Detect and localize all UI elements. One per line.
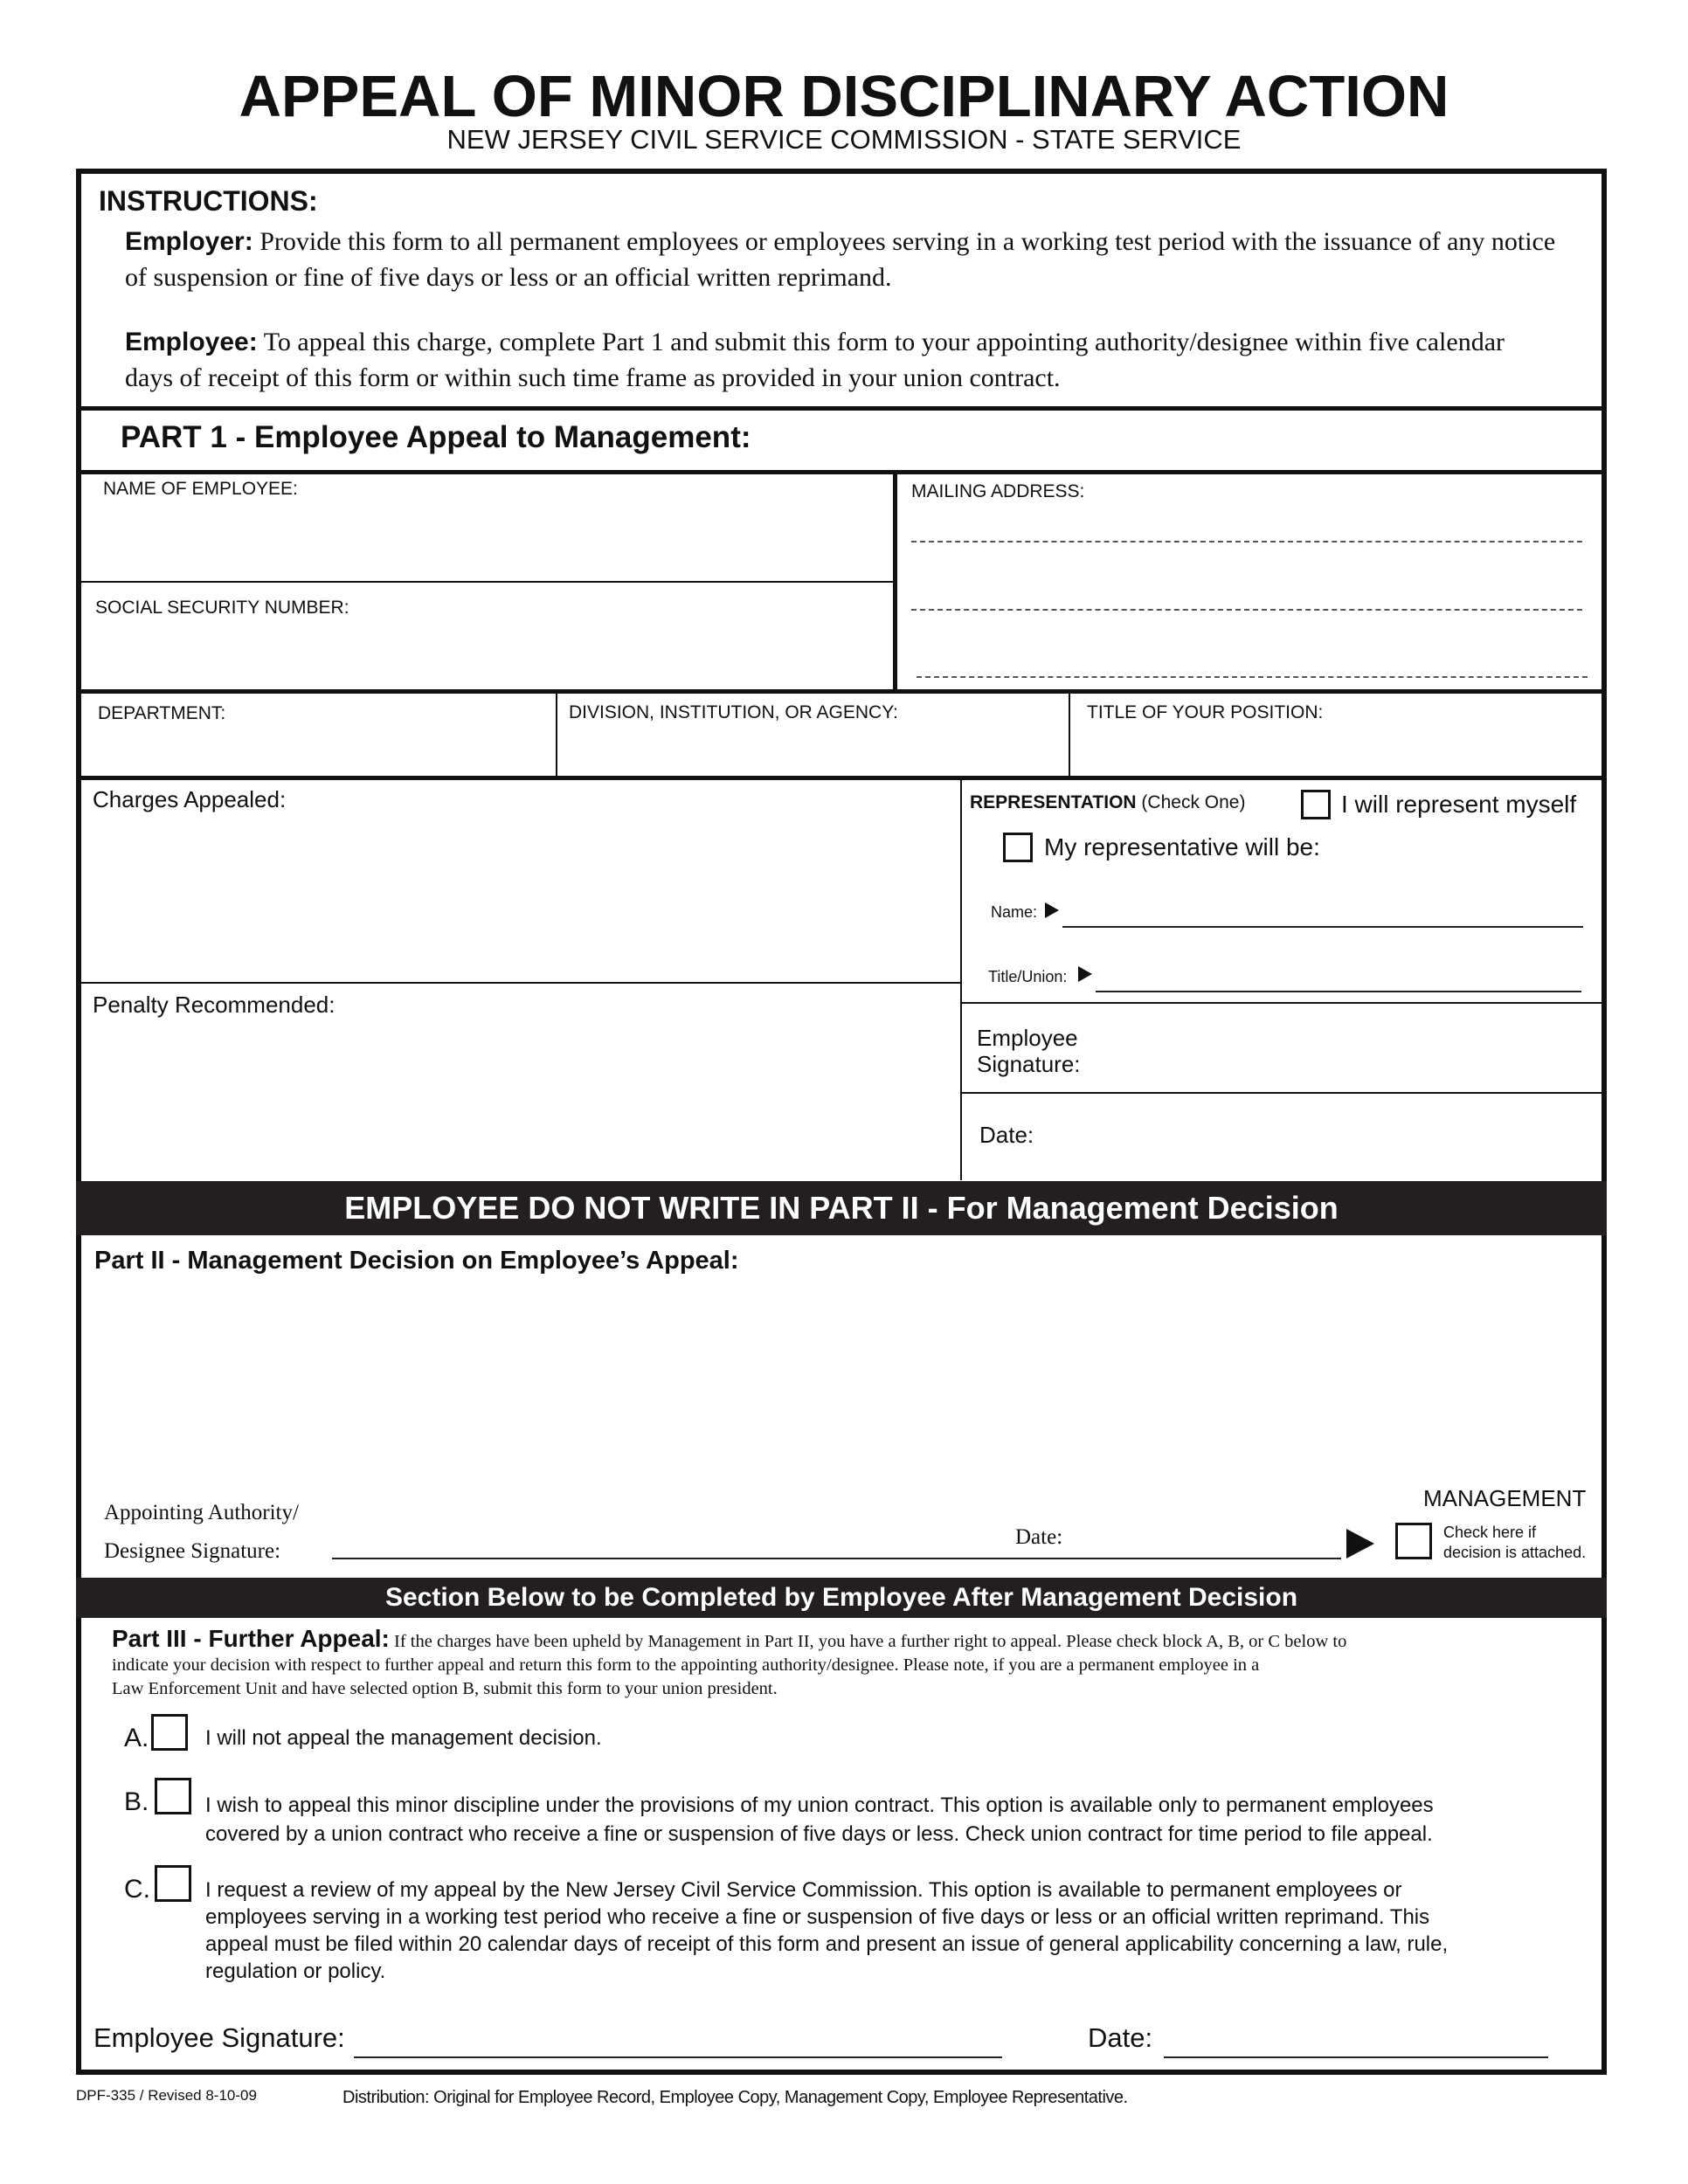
page-subtitle: NEW JERSEY CIVIL SERVICE COMMISSION - STATE SERVICE xyxy=(446,124,1242,155)
appointing-authority-label-2: Designee Signature: xyxy=(104,1539,281,1563)
division-label: DIVISION, INSTITUTION, OR AGENCY: xyxy=(569,702,898,722)
divider-name-address xyxy=(893,472,897,692)
check-one-label: (Check One) xyxy=(1141,792,1246,812)
option-c-line-3: appeal must be filed within 20 calendar days of receipt of this form and present an issue of general applicability concerning a law, rule, xyxy=(205,1932,1449,1956)
ssn-label: SOCIAL SECURITY NUMBER: xyxy=(95,598,349,618)
decision-attached-checkbox[interactable] xyxy=(1395,1523,1432,1559)
divider-dept-division xyxy=(556,692,557,778)
divider-part1-heading xyxy=(76,470,1607,474)
employee-text: To appeal this charge, complete Part 1 and submit this form to your appointing authority/designee within five calendar days of receipt of this form or within such time frame as provided in your union contract. xyxy=(125,328,1505,392)
part2-heading: Part II - Management Decision on Employee’s Appeal: xyxy=(94,1247,739,1275)
option-b-letter: B. xyxy=(124,1787,149,1816)
divider-rep-signature xyxy=(962,1002,1607,1004)
rep-name-field[interactable] xyxy=(1062,926,1583,928)
charges-appealed-field[interactable] xyxy=(83,817,957,978)
self-represent-checkbox[interactable] xyxy=(1301,790,1331,819)
appointing-authority-signature-field[interactable] xyxy=(332,1558,1341,1559)
part1-date-field[interactable] xyxy=(1048,1105,1599,1175)
option-a-letter: A. xyxy=(124,1724,149,1752)
part2-date-label: Date: xyxy=(1015,1525,1063,1549)
option-c-checkbox[interactable] xyxy=(155,1865,191,1902)
part1-date-label: Date: xyxy=(979,1122,1034,1148)
appointing-authority-label-1: Appointing Authority/ xyxy=(104,1501,299,1524)
decision-attached-label-2: decision is attached. xyxy=(1443,1544,1587,1561)
penalty-recommended-field[interactable] xyxy=(83,1020,957,1176)
divider-name-ssn xyxy=(76,581,893,583)
option-b-text xyxy=(205,1791,1434,1849)
name-of-employee-field[interactable] xyxy=(83,502,891,579)
representation-heading xyxy=(970,792,1245,813)
employee-signature-field[interactable] xyxy=(1092,1022,1599,1088)
representative-checkbox[interactable] xyxy=(1003,833,1033,862)
part3-intro-line-2: indicate your decision with respect to further appeal and return this form to the appointing authority/designee. Please note, if you are a permanent employee in a xyxy=(112,1655,1260,1675)
part3-date-label: Date: xyxy=(1088,2022,1153,2053)
employee-instructions xyxy=(125,324,1558,396)
penalty-recommended-label: Penalty Recommended: xyxy=(93,992,336,1018)
divider-instructions xyxy=(76,406,1607,411)
rep-title-field[interactable] xyxy=(1096,991,1581,992)
department-field[interactable] xyxy=(83,727,553,774)
mailing-address-line-3[interactable] xyxy=(917,676,1588,678)
part3-heading: Part III - Further Appeal: xyxy=(112,1625,390,1652)
employee-section-banner: Section Below to be Completed by Employee After Management Decision xyxy=(76,1578,1607,1618)
option-c-line-4: regulation or policy. xyxy=(205,1959,386,1983)
divider-division-title xyxy=(1069,692,1070,778)
page-title: APPEAL OF MINOR DISCIPLINARY ACTION xyxy=(239,64,1449,129)
part1-heading: PART 1 - Employee Appeal to Management: xyxy=(121,420,751,454)
part3-signature-field[interactable] xyxy=(354,2056,1002,2058)
employee-label: Employee: xyxy=(125,328,258,356)
rep-name-label: Name: xyxy=(991,903,1038,921)
rep-name-arrow-icon xyxy=(1045,902,1059,918)
part3-signature-label: Employee Signature: xyxy=(93,2022,345,2053)
decision-attached-label-1: Check here if xyxy=(1443,1524,1537,1541)
form-id: DPF-335 / Revised 8-10-09 xyxy=(76,2087,257,2104)
part3-intro-line-3: Law Enforcement Unit and have selected option B, submit this form to your union president. xyxy=(112,1679,778,1698)
option-b-checkbox[interactable] xyxy=(155,1778,191,1814)
mailing-address-label: MAILING ADDRESS: xyxy=(911,481,1085,501)
option-a-checkbox[interactable] xyxy=(151,1714,188,1751)
divider-dept-row xyxy=(76,776,1607,780)
part3-intro-line-1: If the charges have been upheld by Management in Part II, you have a further right to appeal. Please check block A, B, or C below to xyxy=(394,1632,1347,1651)
position-title-field[interactable] xyxy=(1073,727,1602,774)
instructions-heading: INSTRUCTIONS: xyxy=(99,185,318,217)
department-label: DEPARTMENT: xyxy=(98,703,226,723)
option-c-text xyxy=(205,1876,1448,1985)
distribution-note: Distribution: Original for Employee Record, Employee Copy, Management Copy, Employee Representative. xyxy=(342,2088,1128,2107)
ssn-field[interactable] xyxy=(83,622,891,688)
management-only-banner: EMPLOYEE DO NOT WRITE IN PART II - For Management Decision xyxy=(76,1181,1607,1235)
option-a-line-1: I will not appeal the management decision. xyxy=(205,1726,602,1750)
name-of-employee-label: NAME OF EMPLOYEE: xyxy=(103,479,298,499)
employee-signature-label-2: Signature: xyxy=(977,1051,1081,1077)
mailing-address-line-1[interactable] xyxy=(911,541,1582,543)
employer-text: Provide this form to all permanent employees or employees serving in a working test period with the issuance of any notice of suspension or fine of five days or less or an official written reprimand. xyxy=(125,227,1556,292)
employer-instructions xyxy=(125,224,1558,295)
self-represent-label: I will represent myself xyxy=(1341,791,1577,818)
division-field[interactable] xyxy=(559,727,1066,774)
employee-signature-label-1: Employee xyxy=(977,1025,1078,1051)
option-b-line-1: I wish to appeal this minor discipline under the provisions of my union contract. This option is available only to permanent employees xyxy=(205,1794,1434,1817)
option-c-line-1: I request a review of my appeal by the New Jersey Civil Service Commission. This option is available to permanent employees or xyxy=(205,1878,1402,1902)
divider-signature-date xyxy=(962,1092,1607,1094)
representative-label: My representative will be: xyxy=(1044,833,1320,860)
representation-label: REPRESENTATION xyxy=(970,792,1137,812)
divider-charges-representation xyxy=(960,778,962,1180)
position-title-label: TITLE OF YOUR POSITION: xyxy=(1087,702,1324,722)
management-arrow-icon xyxy=(1346,1529,1374,1559)
mailing-address-line-2[interactable] xyxy=(911,609,1582,611)
option-a-text xyxy=(205,1725,602,1752)
rep-title-label: Title/Union: xyxy=(988,968,1068,985)
option-b-line-2: covered by a union contract who receive a fine or suspension of five days or less. Check union contract for time period to file appeal. xyxy=(205,1822,1433,1846)
part3-intro xyxy=(112,1627,1597,1701)
charges-appealed-label: Charges Appealed: xyxy=(93,786,287,812)
rep-title-arrow-icon xyxy=(1078,966,1092,982)
option-c-letter: C. xyxy=(124,1875,150,1904)
management-decision-field[interactable] xyxy=(83,1284,1603,1485)
management-label: MANAGEMENT xyxy=(1423,1485,1587,1511)
divider-address-row xyxy=(76,689,1607,694)
part3-date-field[interactable] xyxy=(1164,2056,1548,2058)
option-c-line-2: employees serving in a working test period who receive a fine or suspension of five days or less or an official written reprimand. This xyxy=(205,1905,1430,1929)
employer-label: Employer: xyxy=(125,227,253,256)
divider-charges-penalty xyxy=(76,982,960,984)
